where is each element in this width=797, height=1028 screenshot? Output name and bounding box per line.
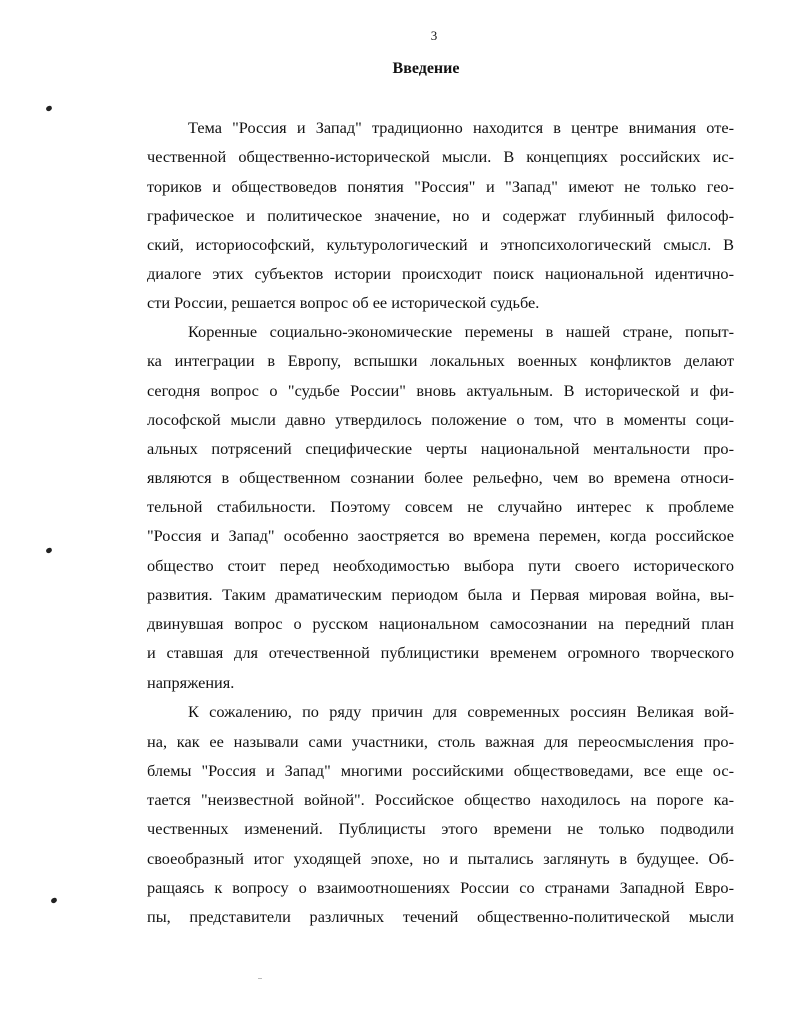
text-line: сегодня вопрос о "судьбе России" вновь актуальным. В исторической и фи-	[147, 381, 734, 400]
scan-mark	[45, 547, 52, 554]
text-line: ка интеграции в Европу, вспышки локальных военных конфликтов делают	[147, 351, 734, 370]
text-line: тается "неизвестной войной". Российское общество находилось на пороге ка-	[147, 790, 734, 809]
page-title: Введение	[392, 60, 460, 77]
text-line: и ставшая для отечественной публицистики временем огромного творческого	[147, 643, 734, 662]
text-line: ториков и обществоведов понятия "Россия" и "Запад" имеют не только гео-	[147, 177, 734, 196]
text-line: сти России, решается вопрос об ее исторической судьбе.	[147, 293, 540, 312]
text-line: развития. Таким драматическим периодом была и Первая мировая война, вы-	[147, 585, 734, 604]
text-line: альных потрясений специфические черты национальной ментальности про-	[147, 439, 734, 458]
text-line: пы, представители различных течений общественно-политической мысли	[147, 907, 734, 926]
text-line: "Россия и Запад" особенно заостряется во времена перемен, когда российское	[147, 526, 734, 545]
text-line: своеобразный итог уходящей эпохе, но и пытались заглянуть в будущее. Об-	[147, 849, 734, 868]
text-line: диалоге этих субъектов истории происходит поиск национальной идентично-	[147, 264, 734, 283]
text-line: напряжения.	[147, 673, 235, 692]
text-line: общество стоит перед необходимостью выбора пути своего исторического	[147, 556, 734, 575]
text-line: чественных изменений. Публицисты этого времени не только подводили	[147, 819, 734, 838]
text-line: К сожалению, по ряду причин для современных россиян Великая вой-	[188, 702, 734, 721]
text-line: являются в общественном сознании более рельефно, чем во времена относи-	[147, 468, 734, 487]
text-line: Коренные социально-экономические перемены в нашей стране, попыт-	[188, 322, 734, 341]
text-line: на, как ее называли сами участники, столь важная для переосмысления про-	[147, 732, 734, 751]
text-line: чественной общественно-исторической мысли. В концепциях российских ис-	[147, 147, 734, 166]
scan-speck	[258, 978, 262, 979]
text-line: ский, историософский, культурологический и этнопсихологический смысл. В	[147, 235, 734, 254]
text-line: двинувшая вопрос о русском национальном самосознании на передний план	[147, 614, 734, 633]
text-line: Тема "Россия и Запад" традиционно находится в центре внимания оте-	[188, 118, 734, 137]
text-line: лософской мысли давно утвердилось положение о том, что в моменты соци-	[147, 410, 734, 429]
scan-mark	[45, 105, 52, 112]
scan-mark	[50, 897, 57, 904]
text-line: графическое и политическое значение, но и содержат глубинный философ-	[147, 206, 734, 225]
text-line: тельной стабильности. Поэтому совсем не случайно интерес к проблеме	[147, 497, 734, 516]
text-line: ращаясь к вопросу о взаимоотношениях России со странами Западной Евро-	[147, 878, 734, 897]
text-line: блемы "Россия и Запад" многими российскими обществоведами, все еще ос-	[147, 761, 734, 780]
page-number: 3	[430, 28, 438, 43]
